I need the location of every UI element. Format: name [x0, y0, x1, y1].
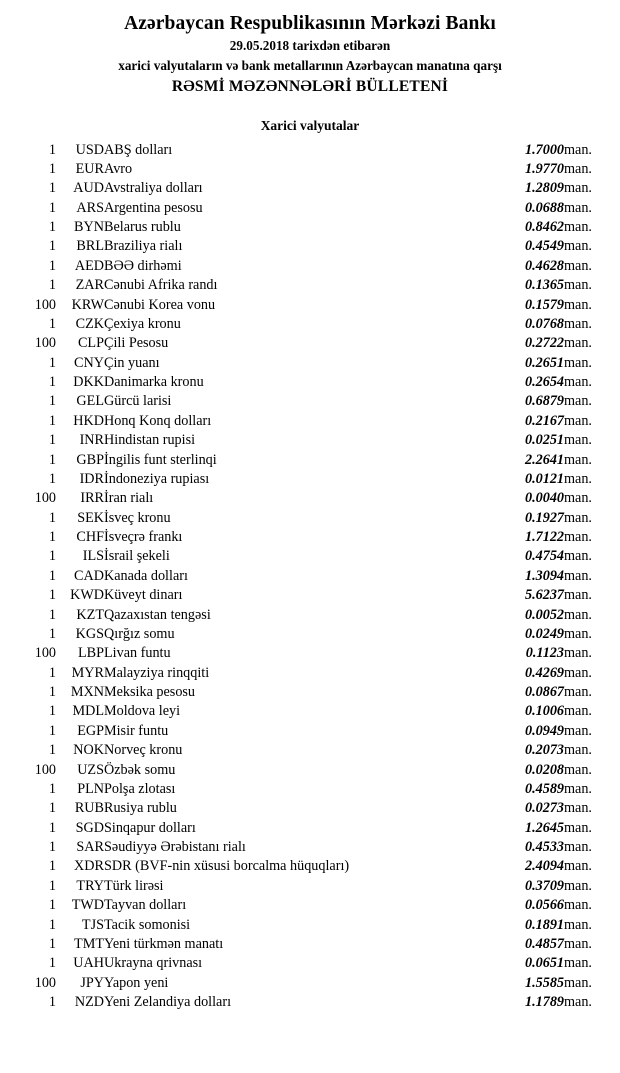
currency-code: GBP [76, 451, 104, 468]
currency-name: Çexiya kronu [104, 315, 181, 332]
rate-unit-label: man. [564, 858, 592, 875]
currency-code: DKK [73, 374, 104, 391]
currency-units: 1 [48, 916, 56, 933]
currency-code: KGS [75, 625, 104, 642]
currency-rate: 0.4628 [524, 257, 564, 274]
currency-rate: 1.9770 [524, 160, 564, 177]
table-row [12, 974, 608, 993]
table-row [12, 915, 608, 934]
rate-unit-label: man. [564, 625, 592, 642]
currency-units: 1 [48, 277, 56, 294]
table-row [12, 315, 608, 334]
table-row [12, 567, 608, 586]
currency-units: 1 [48, 219, 56, 236]
currency-code: MXN [70, 684, 104, 701]
rate-unit-label: man. [564, 742, 592, 759]
currency-code: MYR [71, 664, 104, 681]
currency-units: 1 [48, 451, 56, 468]
currency-units: 1 [48, 955, 56, 972]
currency-name: Cənubi Afrika randı [104, 277, 218, 294]
rate-unit-label: man. [564, 393, 592, 410]
currency-rate: 0.2654 [524, 374, 564, 391]
currency-units: 1 [48, 994, 56, 1011]
currency-name: Braziliya rialı [104, 238, 183, 255]
currency-rate: 0.4533 [524, 839, 564, 856]
currency-name: İsrail şekeli [104, 548, 170, 565]
rate-unit-label: man. [564, 819, 592, 836]
currency-code: INR [79, 432, 104, 449]
rate-unit-label: man. [564, 955, 592, 972]
table-row [12, 218, 608, 237]
currency-units: 1 [48, 180, 56, 197]
currency-name: Meksika pesosu [104, 684, 196, 701]
table-row [12, 199, 608, 218]
currency-rate: 2.4094 [524, 858, 564, 875]
currency-code: EUR [75, 160, 104, 177]
table-row [12, 450, 608, 469]
currency-name: ABŞ dolları [104, 141, 173, 158]
rate-unit-label: man. [564, 238, 592, 255]
currency-code: LBP [77, 645, 104, 662]
rate-unit-label: man. [564, 412, 592, 429]
exchange-rates-table [12, 140, 608, 1012]
table-row [12, 412, 608, 431]
currency-name: Yeni Zelandiya dolları [104, 994, 232, 1011]
document-header [12, 12, 608, 96]
currency-code: AUD [73, 180, 104, 197]
currency-rate: 0.4589 [524, 780, 564, 797]
currency-units: 1 [48, 315, 56, 332]
currency-rate: 0.2167 [524, 412, 564, 429]
currency-units: 100 [34, 296, 56, 313]
table-row [12, 838, 608, 857]
currency-units: 100 [34, 335, 56, 352]
table-row [12, 760, 608, 779]
rate-unit-label: man. [564, 296, 592, 313]
currency-name: Norveç kronu [104, 742, 183, 759]
currency-units: 1 [48, 470, 56, 487]
table-row [12, 799, 608, 818]
currency-rate: 0.0651 [524, 955, 564, 972]
rate-unit-label: man. [564, 490, 592, 507]
currency-name: Yapon yeni [104, 974, 169, 991]
document-subtitle: xarici valyutaların və bank metallarının Azərbaycan manatına qarşı [118, 58, 502, 74]
currency-name: Kanada dolları [104, 567, 188, 584]
rate-unit-label: man. [564, 509, 592, 526]
table-row [12, 780, 608, 799]
currency-rate: 0.2651 [524, 354, 564, 371]
table-row [12, 257, 608, 276]
table-row [12, 470, 608, 489]
currency-name: Avstraliya dolları [104, 180, 203, 197]
currency-code: USD [75, 141, 104, 158]
currency-code: SGD [75, 819, 104, 836]
currency-name: Qazaxıstan tengəsi [104, 606, 211, 623]
table-row [12, 993, 608, 1012]
rate-unit-label: man. [564, 684, 592, 701]
currency-name: Argentina pesosu [104, 199, 203, 216]
currency-code: TJS [81, 916, 104, 933]
currency-rate: 0.6879 [524, 393, 564, 410]
currency-rate: 0.0208 [524, 761, 564, 778]
currency-units: 1 [48, 432, 56, 449]
currency-units: 1 [48, 529, 56, 546]
currency-code: TMT [74, 935, 104, 952]
rate-unit-label: man. [564, 800, 592, 817]
currency-code: CHF [76, 529, 104, 546]
rate-unit-label: man. [564, 974, 592, 991]
currency-rate: 0.0949 [524, 722, 564, 739]
currency-rate: 0.0040 [524, 490, 564, 507]
currency-code: CAD [74, 567, 104, 584]
rate-unit-label: man. [564, 335, 592, 352]
currency-name: Özbək somu [104, 761, 176, 778]
table-row [12, 237, 608, 256]
currency-units: 1 [48, 257, 56, 274]
currency-code: JPY [80, 974, 104, 991]
currency-units: 1 [48, 819, 56, 836]
currency-code: KZT [76, 606, 104, 623]
currency-units: 1 [48, 393, 56, 410]
table-row [12, 683, 608, 702]
table-row [12, 722, 608, 741]
currency-name: İran rialı [104, 490, 154, 507]
currency-code: EGP [77, 722, 104, 739]
currency-units: 1 [48, 606, 56, 623]
currency-name: Rusiya rublu [104, 800, 177, 817]
currency-code: BYN [74, 219, 104, 236]
rate-unit-label: man. [564, 277, 592, 294]
table-row [12, 741, 608, 760]
currency-rate: 0.0768 [524, 315, 564, 332]
rate-unit-label: man. [564, 315, 592, 332]
table-row [12, 896, 608, 915]
currency-units: 100 [34, 974, 56, 991]
currency-units: 1 [48, 374, 56, 391]
currency-units: 1 [48, 509, 56, 526]
currency-rate: 0.4857 [524, 935, 564, 952]
currency-rate: 0.4269 [524, 664, 564, 681]
currency-name: Misir funtu [104, 722, 169, 739]
currency-code: MDL [72, 703, 104, 720]
currency-name: Moldova leyi [104, 703, 181, 720]
currency-rate: 0.4754 [524, 548, 564, 565]
currency-units: 1 [48, 839, 56, 856]
rate-unit-label: man. [564, 529, 592, 546]
currency-units: 1 [48, 160, 56, 177]
currency-code: CZK [75, 315, 104, 332]
table-row [12, 625, 608, 644]
rate-unit-label: man. [564, 141, 592, 158]
currency-rate: 1.5585 [524, 974, 564, 991]
currency-rate: 0.0867 [524, 684, 564, 701]
currency-code: NZD [74, 994, 104, 1011]
table-row [12, 509, 608, 528]
currency-name: Küveyt dinarı [104, 587, 183, 604]
currency-rate: 2.2641 [524, 451, 564, 468]
currency-code: TWD [71, 897, 104, 914]
currency-code: CLP [77, 335, 104, 352]
currency-code: AED [74, 257, 104, 274]
table-row [12, 605, 608, 624]
currency-rate: 0.0052 [524, 606, 564, 623]
currency-name: İndoneziya rupiası [104, 470, 210, 487]
currency-units: 1 [48, 703, 56, 720]
rate-unit-label: man. [564, 219, 592, 236]
currency-name: Gürcü larisi [104, 393, 172, 410]
currency-rate: 1.7000 [524, 141, 564, 158]
table-row [12, 179, 608, 198]
currency-name: İsveçrə frankı [104, 529, 183, 546]
table-row [12, 528, 608, 547]
table-row [12, 819, 608, 838]
rate-unit-label: man. [564, 780, 592, 797]
currency-code: IRR [80, 490, 104, 507]
rate-unit-label: man. [564, 664, 592, 681]
rate-unit-label: man. [564, 897, 592, 914]
currency-name: Malayziya rinqqiti [104, 664, 210, 681]
currency-rate: 1.3094 [524, 567, 564, 584]
currency-code: BRL [76, 238, 104, 255]
currency-rate: 0.0251 [524, 432, 564, 449]
currency-name: Çin yuanı [104, 354, 160, 371]
currency-units: 1 [48, 625, 56, 642]
currency-units: 1 [48, 780, 56, 797]
currency-name: Polşa zlotası [104, 780, 176, 797]
currency-rate: 0.0249 [524, 625, 564, 642]
rate-unit-label: man. [564, 548, 592, 565]
currency-code: CNY [74, 354, 104, 371]
currency-units: 1 [48, 587, 56, 604]
currency-units: 1 [48, 742, 56, 759]
currency-rate: 0.1579 [524, 296, 564, 313]
currency-units: 1 [48, 412, 56, 429]
currency-units: 1 [48, 141, 56, 158]
currency-rate: 0.2073 [524, 742, 564, 759]
currency-code: RUB [74, 800, 104, 817]
currency-name: Çili Pesosu [104, 335, 169, 352]
section-title-foreign-currencies: Xarici valyutalar [260, 118, 360, 134]
rate-unit-label: man. [564, 180, 592, 197]
currency-code: SEK [77, 509, 104, 526]
currency-name: Danimarka kronu [104, 374, 204, 391]
currency-rate: 1.2809 [524, 180, 564, 197]
currency-rate: 0.3709 [524, 877, 564, 894]
rate-unit-label: man. [564, 722, 592, 739]
currency-units: 100 [34, 761, 56, 778]
table-row [12, 431, 608, 450]
currency-units: 100 [34, 490, 56, 507]
currency-rate: 0.1123 [525, 645, 564, 662]
currency-code: KRW [71, 296, 104, 313]
rate-unit-label: man. [564, 374, 592, 391]
currency-code: UAH [73, 955, 104, 972]
currency-name: Hindistan rupisi [104, 432, 196, 449]
table-row [12, 354, 608, 373]
currency-name: Avro [104, 160, 133, 177]
currency-rate: 1.1789 [524, 994, 564, 1011]
rate-unit-label: man. [564, 703, 592, 720]
currency-rate: 1.7122 [524, 529, 564, 546]
currency-units: 1 [48, 199, 56, 216]
currency-rate: 0.0121 [524, 470, 564, 487]
currency-name: Cənubi Korea vonu [104, 296, 216, 313]
currency-code: ILS [82, 548, 104, 565]
currency-rate: 0.1006 [524, 703, 564, 720]
currency-code: TRY [76, 877, 104, 894]
currency-units: 1 [48, 897, 56, 914]
table-row [12, 547, 608, 566]
rate-unit-label: man. [564, 432, 592, 449]
table-row [12, 295, 608, 314]
currency-rate: 5.6237 [524, 587, 564, 604]
currency-units: 1 [48, 567, 56, 584]
table-row [12, 877, 608, 896]
table-row [12, 160, 608, 179]
currency-units: 1 [48, 935, 56, 952]
table-row [12, 334, 608, 353]
currency-code: XDR [74, 858, 104, 875]
currency-rate: 0.1927 [524, 509, 564, 526]
rate-unit-label: man. [564, 606, 592, 623]
currency-name: Səudiyyə Ərəbistanı rialı [104, 839, 246, 856]
currency-units: 1 [48, 238, 56, 255]
table-row [12, 140, 608, 159]
exchange-rates-body [12, 140, 608, 1012]
currency-name: Tacik somonisi [104, 916, 191, 933]
rate-unit-label: man. [564, 470, 592, 487]
currency-units: 1 [48, 664, 56, 681]
table-row [12, 664, 608, 683]
currency-code: ZAR [75, 277, 104, 294]
rate-unit-label: man. [564, 994, 592, 1011]
currency-name: Yeni türkmən manatı [104, 935, 224, 952]
table-row [12, 644, 608, 663]
table-row [12, 954, 608, 973]
rate-unit-label: man. [564, 916, 592, 933]
effective-date-line: 29.05.2018 tarixdən etibarən [229, 38, 391, 54]
currency-rate: 0.0273 [524, 800, 564, 817]
currency-code: UZS [77, 761, 104, 778]
rate-unit-label: man. [564, 567, 592, 584]
table-row [12, 373, 608, 392]
rate-unit-label: man. [564, 199, 592, 216]
currency-code: SAR [76, 839, 104, 856]
currency-rate: 1.2645 [524, 819, 564, 836]
currency-units: 1 [48, 354, 56, 371]
currency-rate: 0.8462 [524, 219, 564, 236]
currency-rate: 0.4549 [524, 238, 564, 255]
currency-name: BƏƏ dirhəmi [104, 257, 182, 274]
currency-units: 100 [34, 645, 56, 662]
rate-unit-label: man. [564, 160, 592, 177]
currency-name: Livan funtu [104, 645, 171, 662]
table-row [12, 857, 608, 876]
table-row [12, 276, 608, 295]
table-row [12, 935, 608, 954]
table-row [12, 586, 608, 605]
currency-code: IDR [79, 470, 104, 487]
currency-units: 1 [48, 877, 56, 894]
currency-rate: 0.0566 [524, 897, 564, 914]
rate-unit-label: man. [564, 839, 592, 856]
currency-code: ARS [76, 199, 104, 216]
currency-name: Belarus rublu [104, 219, 181, 236]
table-row [12, 392, 608, 411]
rate-unit-label: man. [564, 761, 592, 778]
currency-code: KWD [70, 587, 104, 604]
currency-rate: 0.1365 [524, 277, 564, 294]
currency-units: 1 [48, 684, 56, 701]
currency-units: 1 [48, 858, 56, 875]
rate-unit-label: man. [564, 645, 592, 662]
currency-units: 1 [48, 722, 56, 739]
currency-name: Ukrayna qrivnası [104, 955, 203, 972]
currency-code: NOK [73, 742, 104, 759]
currency-code: GEL [76, 393, 104, 410]
currency-rate: 0.2722 [524, 335, 564, 352]
rate-unit-label: man. [564, 935, 592, 952]
currency-name: Honq Konq dolları [104, 412, 212, 429]
currency-code: HKD [73, 412, 104, 429]
currency-name: İngilis funt sterlinqi [104, 451, 217, 468]
table-row [12, 489, 608, 508]
bulletin-heading: RƏSMİ MƏZƏNNƏLƏRİ BÜLLETENİ [171, 78, 449, 96]
currency-name: Sinqapur dolları [104, 819, 196, 836]
rate-unit-label: man. [564, 877, 592, 894]
currency-rate: 0.0688 [524, 199, 564, 216]
bank-title: Azərbaycan Respublikasının Mərkəzi Bankı [124, 13, 496, 34]
currency-name: SDR (BVF-nin xüsusi borcalma hüquqları) [104, 858, 350, 875]
currency-rate: 0.1891 [524, 916, 564, 933]
currency-name: İsveç kronu [104, 509, 171, 526]
rate-unit-label: man. [564, 354, 592, 371]
currency-units: 1 [48, 548, 56, 565]
rate-unit-label: man. [564, 587, 592, 604]
currency-name: Qırğız somu [104, 625, 175, 642]
currency-name: Türk lirəsi [104, 877, 164, 894]
currency-code: PLN [77, 780, 104, 797]
currency-name: Tayvan dolları [104, 897, 187, 914]
currency-units: 1 [48, 800, 56, 817]
rate-unit-label: man. [564, 257, 592, 274]
table-row [12, 702, 608, 721]
rate-unit-label: man. [564, 451, 592, 468]
